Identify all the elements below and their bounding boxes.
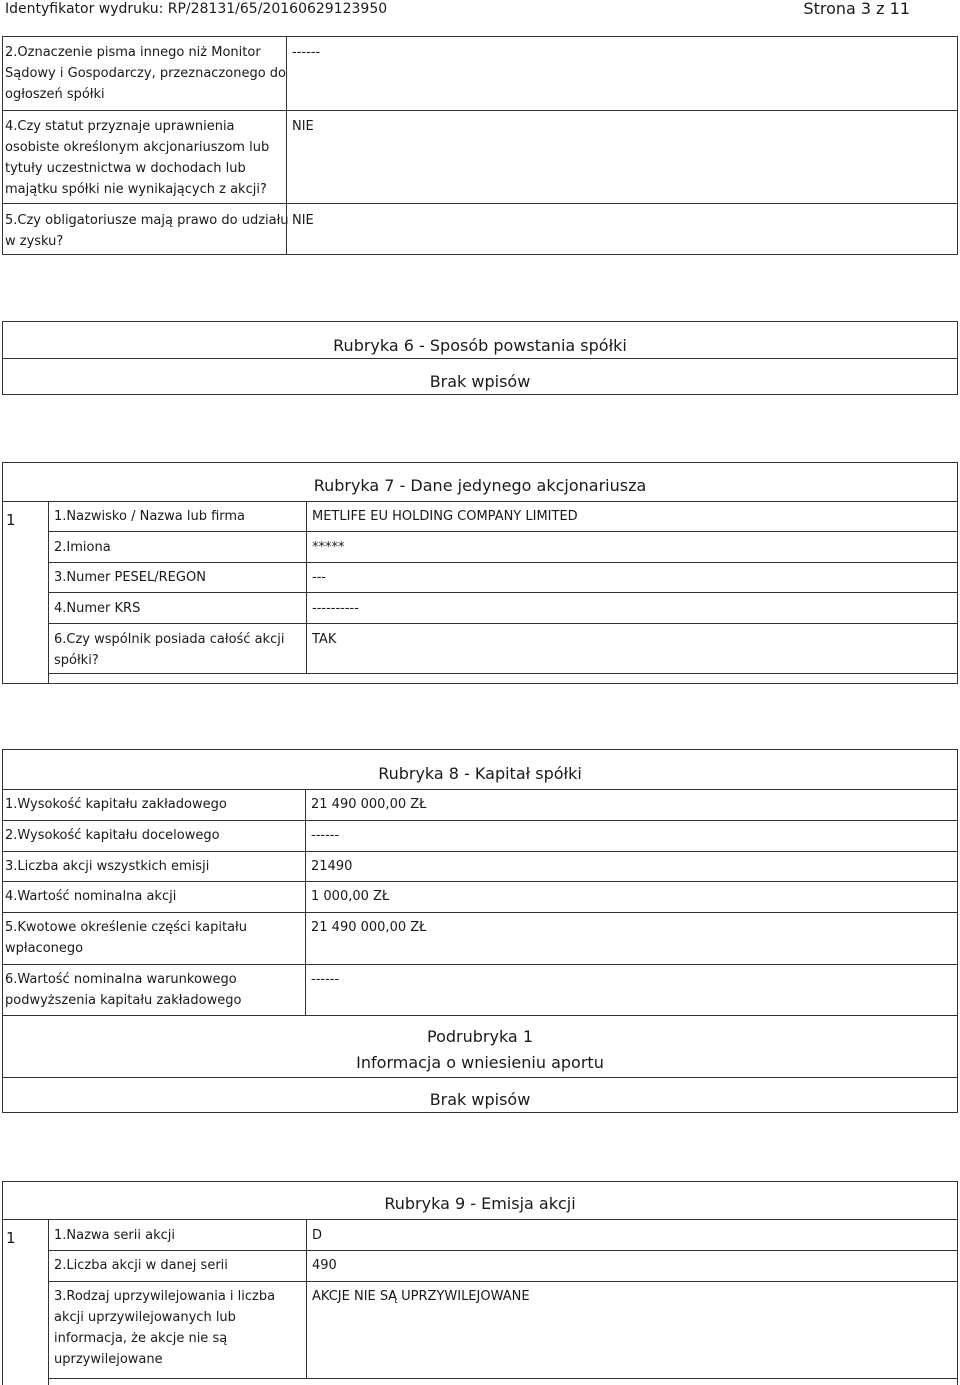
row-label-line: uprzywilejowane xyxy=(54,1352,163,1367)
column-divider xyxy=(306,501,307,673)
entry-index: 1 xyxy=(6,511,16,529)
row-label-line: wpłaconego xyxy=(5,941,84,956)
row-value: NIE xyxy=(292,119,314,134)
row-divider xyxy=(2,851,958,852)
row-divider xyxy=(2,501,958,502)
row-divider xyxy=(48,1281,958,1282)
row-divider xyxy=(2,964,958,965)
row-divider xyxy=(2,1219,958,1220)
page-number: Strona 3 z 11 xyxy=(803,0,910,18)
rubryka6-title: Rubryka 6 - Sposób powstania spółki xyxy=(333,336,627,355)
row-value: ***** xyxy=(312,540,345,555)
row-label-line: 4.Numer KRS xyxy=(54,601,141,616)
row-label-line: Sądowy i Gospodarczy, przeznaczonego do xyxy=(5,66,286,81)
row-value: 1 000,00 ZŁ xyxy=(311,889,390,904)
row-divider xyxy=(48,592,958,593)
row-divider xyxy=(2,203,958,204)
index-column-divider xyxy=(48,1219,49,1385)
rubryka8-title: Rubryka 8 - Kapitał spółki xyxy=(378,764,582,783)
row-divider xyxy=(2,1015,958,1016)
rubryka7-title: Rubryka 7 - Dane jedynego akcjonariusza xyxy=(313,476,647,495)
row-divider xyxy=(2,358,958,359)
row-divider xyxy=(2,789,958,790)
row-value: NIE xyxy=(292,213,314,228)
row-label-line: 1.Nazwa serii akcji xyxy=(54,1228,175,1243)
row-label-line: tytuły uczestnictwa w dochodach lub xyxy=(5,161,246,176)
row-label-line: w zysku? xyxy=(5,234,64,249)
row-label-line: osobiste określonym akcjonariuszom lub xyxy=(5,140,270,155)
row-label-line: spółki? xyxy=(54,653,99,668)
row-label-line: informacja, że akcje nie są xyxy=(54,1331,228,1346)
row-value: ---------- xyxy=(312,601,359,616)
row-value: ------ xyxy=(311,828,340,843)
row-label-line: 3.Liczba akcji wszystkich emisji xyxy=(5,859,210,874)
row-label-line: 4.Czy statut przyznaje uprawnienia xyxy=(5,119,235,134)
row-divider xyxy=(2,110,958,111)
row-label-line: majątku spółki nie wynikających z akcji? xyxy=(5,182,267,197)
row-label-line: 6.Czy wspólnik posiada całość akcji xyxy=(54,632,285,647)
row-divider xyxy=(48,1250,958,1251)
row-label-line: 2.Liczba akcji w danej serii xyxy=(54,1258,228,1273)
row-label-line: 6.Wartość nominalna warunkowego xyxy=(5,972,237,987)
row-label-line: 3.Rodzaj uprzywilejowania i liczba xyxy=(54,1289,276,1304)
rubryka9-title: Rubryka 9 - Emisja akcji xyxy=(384,1194,576,1213)
row-divider xyxy=(2,1077,958,1078)
subsection-empty-note: Brak wpisów xyxy=(429,1090,531,1109)
entry-index: 1 xyxy=(6,1229,16,1247)
row-label-line: 3.Numer PESEL/REGON xyxy=(54,570,206,585)
column-divider xyxy=(306,1219,307,1379)
column-divider xyxy=(305,789,306,1015)
row-label-line: 1.Wysokość kapitału zakładowego xyxy=(5,797,227,812)
row-divider xyxy=(2,912,958,913)
row-value: 21490 xyxy=(311,859,353,874)
row-value: ------ xyxy=(311,972,340,987)
subsection-title: Podrubryka 1 xyxy=(427,1027,533,1046)
row-value: D xyxy=(312,1228,323,1243)
row-divider xyxy=(2,881,958,882)
row-value: 21 490 000,00 ZŁ xyxy=(311,797,427,812)
row-divider xyxy=(48,1378,958,1379)
row-label-line: 5.Kwotowe określenie części kapitału xyxy=(5,920,247,935)
row-divider xyxy=(48,562,958,563)
subsection-subtitle: Informacja o wniesieniu aportu xyxy=(356,1053,604,1072)
row-divider xyxy=(48,531,958,532)
row-value: 21 490 000,00 ZŁ xyxy=(311,920,427,935)
row-value: METLIFE EU HOLDING COMPANY LIMITED xyxy=(312,509,578,524)
row-label-line: podwyższenia kapitału zakładowego xyxy=(5,993,242,1008)
row-label-line: 1.Nazwisko / Nazwa lub firma xyxy=(54,509,246,524)
row-label-line: 5.Czy obligatoriusze mają prawo do udziału xyxy=(5,213,289,228)
row-label-line: akcji uprzywilejowanych lub xyxy=(54,1310,236,1325)
row-value: --- xyxy=(312,570,327,585)
row-value: TAK xyxy=(312,632,337,647)
rubryka6-empty-note: Brak wpisów xyxy=(429,372,531,391)
row-value: 490 xyxy=(312,1258,337,1273)
row-label-line: 2.Imiona xyxy=(54,540,111,555)
print-identifier: Identyfikator wydruku: RP/28131/65/20160629123950 xyxy=(5,1,388,17)
row-divider xyxy=(48,673,958,674)
row-label-line: 2.Oznaczenie pisma innego niż Monitor xyxy=(5,45,261,60)
row-divider xyxy=(2,820,958,821)
row-value: ------ xyxy=(292,45,321,60)
row-label-line: 2.Wysokość kapitału docelowego xyxy=(5,828,220,843)
row-divider xyxy=(48,623,958,624)
row-value: AKCJE NIE SĄ UPRZYWILEJOWANE xyxy=(312,1289,530,1304)
row-label-line: 4.Wartość nominalna akcji xyxy=(5,889,177,904)
row-label-line: ogłoszeń spółki xyxy=(5,87,105,102)
